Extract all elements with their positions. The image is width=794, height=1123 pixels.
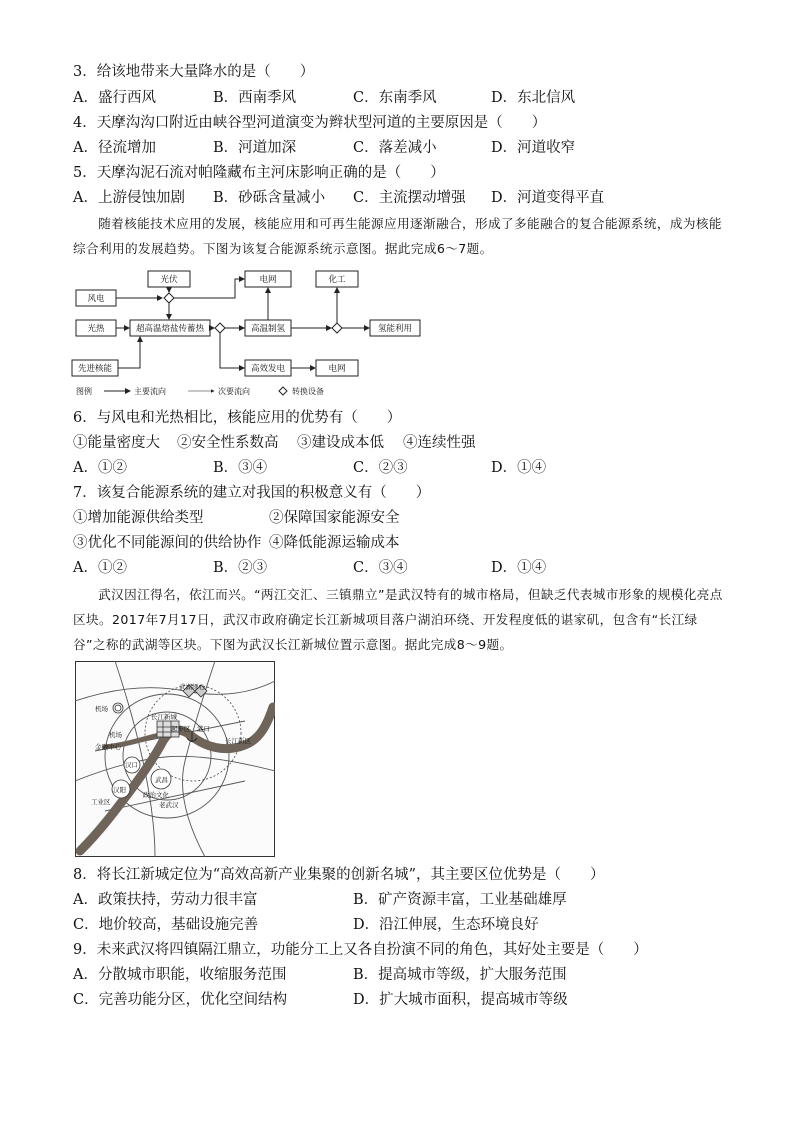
q7-item-3: ③优化不同能源间的供给协作 xyxy=(73,535,262,551)
q9-option-b[interactable]: B．提高城市等级，扩大服务范围 xyxy=(353,967,567,983)
map-start-zone-label: 起步区 xyxy=(171,725,191,733)
q3-option-c[interactable]: C．东南季风 xyxy=(353,90,437,106)
q9-stem: 9．未来武汉将四镇隔江鼎立，功能分工上又各自扮演不同的角色，其好处主要是（ ） xyxy=(73,942,648,958)
q6-items xyxy=(73,433,733,453)
switch-diamond-2 xyxy=(215,323,225,333)
pv-label: 光伏 xyxy=(160,275,178,285)
q4-stem: 4．天摩沟沟口附近由峡谷型河道演变为辫状型河道的主要原因是（ ） xyxy=(73,115,547,131)
map-airport2-label: 机场 xyxy=(109,731,122,739)
q6-option-d[interactable]: D．①④ xyxy=(491,460,547,476)
q9-options-row1 xyxy=(73,965,733,985)
switch-diamond-3 xyxy=(332,323,342,333)
chemical-label: 化工 xyxy=(328,275,346,285)
q6-item-1: ①能量密度大 xyxy=(73,435,160,451)
q8-option-c[interactable]: C．地价较高，基础设施完善 xyxy=(73,917,259,933)
q9-option-a[interactable]: A．分散城市职能，收缩服务范围 xyxy=(73,967,287,983)
q8-options-row2 xyxy=(73,915,733,935)
q7-option-c[interactable]: C．③④ xyxy=(353,560,408,576)
q7-item-4: ④降低能源运输成本 xyxy=(269,535,400,551)
q4-option-a[interactable]: A．径流增加 xyxy=(73,140,156,156)
q9-options-row2 xyxy=(73,990,733,1010)
map-wuhu-green-label: 武湖绿心 xyxy=(179,683,205,691)
q6-option-b[interactable]: B．③④ xyxy=(213,460,268,476)
q9-option-c[interactable]: C．完善功能分区，优化空间结构 xyxy=(73,992,288,1008)
q3-option-a[interactable]: A．盛行西风 xyxy=(73,90,156,106)
q3-options xyxy=(73,88,733,108)
q5-option-b[interactable]: B．砂砾含量减小 xyxy=(213,190,326,206)
legend-secondary-flow: 次要流向 xyxy=(218,387,250,396)
q5-option-a[interactable]: A．上游侵蚀加剧 xyxy=(73,190,185,206)
nuclear-label: 先进核能 xyxy=(77,364,113,374)
map-jinyin-label: 金融中心 xyxy=(95,743,121,751)
q6-item-3: ③建设成本低 xyxy=(297,435,384,451)
map-hanyang-label: 汉阳 xyxy=(113,786,126,794)
map-wuchang-label: 武昌 xyxy=(155,776,168,784)
q7-item-2: ②保障国家能源安全 xyxy=(269,510,400,526)
legend-title: 图例 xyxy=(76,387,92,396)
storage-label: 超高温熔盐传蓄热 xyxy=(135,324,205,334)
map-industry-label: 工业区 xyxy=(91,798,111,806)
q5-stem: 5．天摩沟泥石流对帕隆藏布主河床影响正确的是（ ） xyxy=(73,165,445,181)
q7-options xyxy=(73,558,733,578)
wind-label: 风电 xyxy=(87,294,105,304)
map-port-label: 港口 xyxy=(197,725,210,733)
q3-option-d[interactable]: D．东北信风 xyxy=(491,90,576,106)
q9-option-d[interactable]: D．扩大城市面积，提高城市等级 xyxy=(353,992,568,1008)
q7-items-row1 xyxy=(73,508,733,528)
map-airport-label: 机场 xyxy=(95,705,108,713)
legend-main-flow: 主要流向 xyxy=(134,387,166,396)
map-new-district-label: 长江新区 xyxy=(225,737,251,745)
q5-options xyxy=(73,188,733,208)
q6-option-c[interactable]: C．②③ xyxy=(353,460,408,476)
q6-option-a[interactable]: A．①② xyxy=(73,460,127,476)
passage-6-7: 随着核能技术应用的发展，核能应用和可再生能源应用逐渐融合，形成了多能融合的复合能源系统，成为核能综合利用的发展趋势。下图为该复合能源系统示意图。据此完成6～7题。 xyxy=(73,216,722,256)
q7-option-a[interactable]: A．①② xyxy=(73,560,127,576)
q4-option-b[interactable]: B．河道加深 xyxy=(213,140,297,156)
q6-stem: 6．与风电和光热相比，核能应用的优势有（ ） xyxy=(73,410,402,426)
legend-switch: 转换设备 xyxy=(292,387,324,396)
q5-option-c[interactable]: C．主流摆动增强 xyxy=(353,190,466,206)
power-gen-label: 高效发电 xyxy=(250,364,286,374)
q4-option-c[interactable]: C．落差减小 xyxy=(353,140,437,156)
q8-option-a[interactable]: A．政策扶持，劳动力很丰富 xyxy=(73,892,258,908)
q3-option-b[interactable]: B．西南季风 xyxy=(213,90,297,106)
q8-option-d[interactable]: D．沿江伸展，生态环境良好 xyxy=(353,917,539,933)
q7-item-1: ①增加能源供给类型 xyxy=(73,510,204,526)
energy-system-diagram xyxy=(70,268,426,400)
map-culture-label: 政治文化 xyxy=(143,791,169,799)
switch-diamond-1 xyxy=(164,293,174,303)
q6-item-2: ②安全性系数高 xyxy=(177,435,279,451)
q8-stem: 8．将长江新城定位为“高效高新产业集聚的创新名城”，其主要区位优势是（ ） xyxy=(73,867,605,883)
q7-items-row2 xyxy=(73,533,733,553)
q8-option-b[interactable]: B．矿产资源丰富，工业基础雄厚 xyxy=(353,892,567,908)
map-hanko-label: 汉口 xyxy=(125,761,138,769)
q7-stem: 7．该复合能源系统的建立对我国的积极意义有（ ） xyxy=(73,485,431,501)
h2-use-label: 氢能利用 xyxy=(377,324,413,334)
solar-thermal-label: 光热 xyxy=(87,324,105,334)
q7-option-d[interactable]: D．①④ xyxy=(491,560,547,576)
passage-8-9: 武汉因江得名，依江而兴。“两江交汇、三镇鼎立”是武汉特有的城市格局，但缺乏代表城市形象的规模化亮点区块。2017年7月17日，武汉市政府确定长江新城项目落户湖泊环绕、开发程度低的谌家矶，包含有“长江绿谷”之称的武湖等区块。下图为武汉长江新城位置示意图。据此完成8～9题。 xyxy=(73,587,723,652)
q6-item-4: ④连续性强 xyxy=(403,435,476,451)
q4-options xyxy=(73,138,733,158)
wuhan-location-map xyxy=(75,661,275,857)
map-old-wuhan-label: 老武汉 xyxy=(159,801,179,809)
hydrogen-label: 高温制氢 xyxy=(250,324,286,334)
q5-option-d[interactable]: D．河道变得平直 xyxy=(491,190,605,206)
grid-top-label: 电网 xyxy=(259,275,277,285)
q8-options-row1 xyxy=(73,890,733,910)
q7-option-b[interactable]: B．②③ xyxy=(213,560,268,576)
grid-bottom-label: 电网 xyxy=(328,364,346,374)
q3-stem: 3．给该地带来大量降水的是（ ） xyxy=(73,64,315,80)
map-new-city-label: 长江新城 xyxy=(151,713,177,721)
q6-options xyxy=(73,458,733,478)
q4-option-d[interactable]: D．河道收窄 xyxy=(491,140,576,156)
